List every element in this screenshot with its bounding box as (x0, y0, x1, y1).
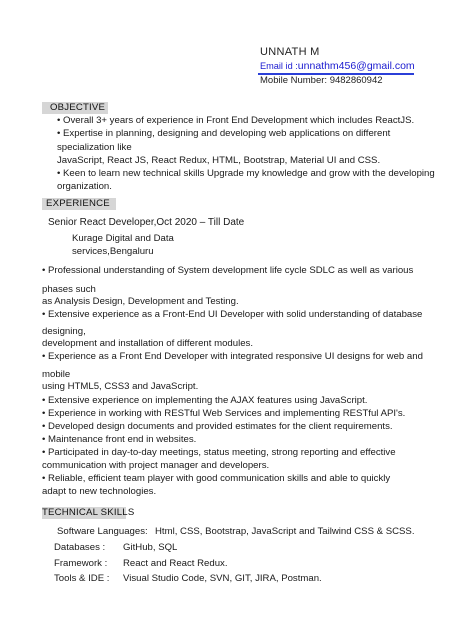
company-name: Kurage Digital and Data (72, 233, 174, 244)
email-line (260, 60, 415, 72)
company-location: services,Bengaluru (72, 246, 154, 257)
experience-line: • Extensive experience on implementing the AJAX features using JavaScript. (42, 395, 368, 406)
experience-line: adapt to new technologies. (42, 486, 157, 497)
email-label: Email id : (260, 61, 298, 71)
skill-row-languages-label: Software Languages: (57, 526, 148, 537)
experience-line: • Experience in working with RESTful Web Services and implementing RESTful API's. (42, 408, 406, 419)
skill-row-framework-value: React and React Redux. (123, 558, 228, 569)
experience-line: using HTML5, CSS3 and JavaScript. (42, 381, 199, 392)
candidate-name: UNNATH M (260, 46, 320, 58)
experience-line: phases such (42, 284, 96, 295)
technical-skills-heading: TECHNICAL SKILLS (42, 507, 135, 518)
objective-line: • Overall 3+ years of experience in Front End Development which includes ReactJS. (57, 115, 415, 126)
objective-line: organization. (57, 181, 112, 192)
experience-heading: EXPERIENCE (46, 198, 110, 209)
experience-line: • Experience as a Front End Developer with integrated responsive UI designs for web and (42, 351, 423, 362)
objective-line: JavaScript, React JS, React Redux, HTML, Bootstrap, Material UI and CSS. (57, 155, 381, 166)
skill-row-databases-value: GitHub, SQL (123, 542, 178, 553)
experience-line: • Developed design documents and provided estimates for the client requirements. (42, 421, 393, 432)
email-link[interactable]: unnathm456@gmail.com (297, 60, 415, 72)
objective-heading: OBJECTIVE (50, 102, 106, 113)
skill-row-databases-label: Databases : (54, 542, 106, 553)
skill-row-tools-value: Visual Studio Code, SVN, GIT, JIRA, Postman. (123, 573, 322, 584)
skill-row-languages-value: Html, CSS, Bootstrap, JavaScript and Tailwind CSS & SCSS. (155, 526, 415, 537)
skill-row-tools-label: Tools & IDE : (54, 573, 110, 584)
objective-line: • Expertise in planning, designing and developing web applications on different (57, 128, 391, 139)
mobile-number: Mobile Number: 9482860942 (260, 75, 383, 86)
skill-row-framework-label: Framework : (54, 558, 108, 569)
experience-line: • Maintenance front end in websites. (42, 434, 197, 445)
experience-line: development and installation of different modules. (42, 338, 254, 349)
experience-line: designing, (42, 326, 86, 337)
experience-line: • Participated in day-to-day meetings, status meeting, strong reporting and effective (42, 447, 396, 458)
objective-line: • Keen to learn new technical skills Upgrade my knowledge and grow with the developing (57, 168, 435, 179)
experience-line: as Analysis Design, Development and Testing. (42, 296, 239, 307)
experience-line: • Reliable, efficient team player with good communication skills and able to quickly (42, 473, 391, 484)
experience-line: communication with project manager and developers. (42, 460, 270, 471)
experience-line: mobile (42, 369, 71, 380)
job-title: Senior React Developer,Oct 2020 – Till Date (48, 217, 245, 228)
experience-line: • Professional understanding of System development life cycle SDLC as well as various (42, 265, 414, 276)
objective-line: specialization like (57, 142, 132, 153)
experience-line: • Extensive experience as a Front-End UI Developer with solid understanding of database (42, 309, 423, 320)
